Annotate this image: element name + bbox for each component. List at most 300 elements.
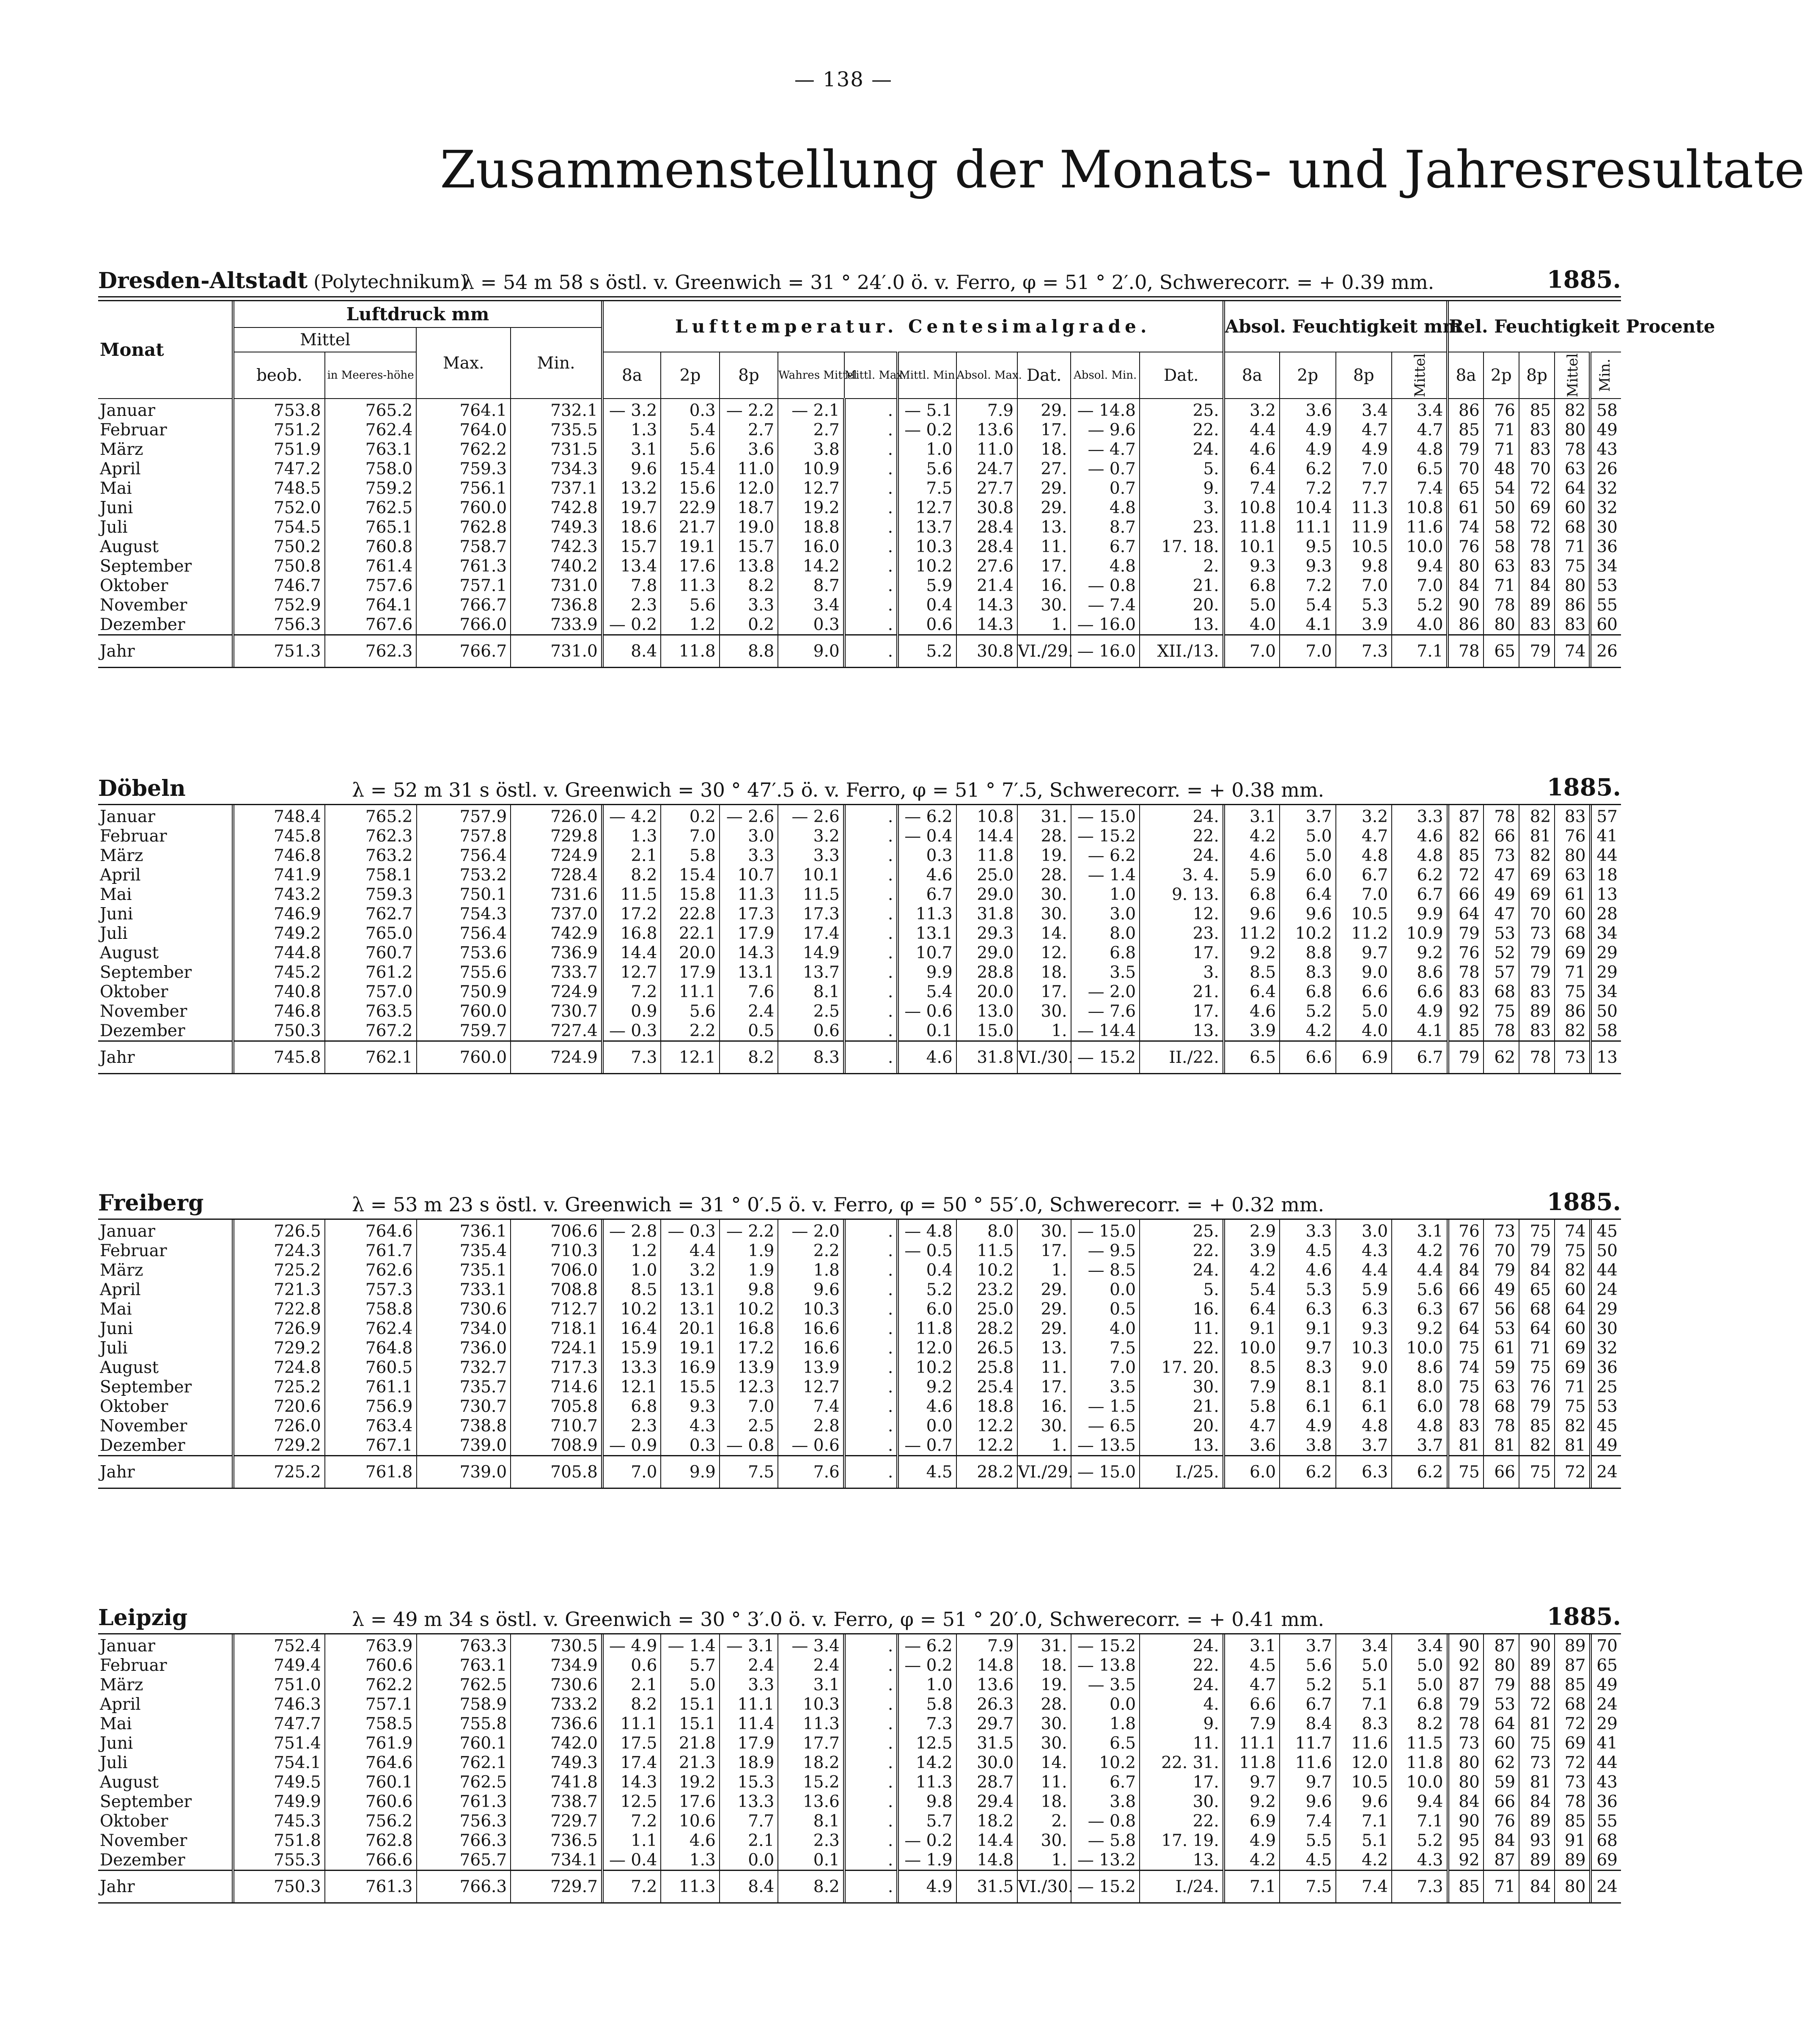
cell: 15.5 (661, 1377, 719, 1397)
year-cell: II./22. (1140, 1041, 1224, 1073)
cell: 84 (1519, 1792, 1555, 1811)
cell: 6.9 (1224, 1811, 1280, 1831)
header-rule (98, 296, 1621, 301)
cell: 7.0 (1392, 576, 1448, 595)
year-label: Jahr (98, 1041, 233, 1073)
cell: 1.3 (602, 420, 661, 440)
cell: 7.7 (720, 1811, 778, 1831)
cell: 16. (1017, 1397, 1071, 1416)
cell: 60 (1555, 1280, 1590, 1299)
month-label: November (100, 595, 187, 615)
cell: 19.1 (661, 537, 719, 556)
cell: 4.8 (1336, 1416, 1392, 1436)
cell: 7.0 (1336, 885, 1392, 904)
month-label: Juni (100, 1319, 133, 1338)
cell: 41 (1591, 826, 1621, 846)
cell: 78 (1484, 805, 1519, 826)
cell: 3.6 (1280, 399, 1335, 420)
cell: . (844, 1299, 898, 1319)
cell: 80 (1484, 615, 1519, 635)
cell: 13. (1017, 1338, 1071, 1358)
cell: 29.3 (956, 924, 1017, 943)
cell: 7.3 (898, 1714, 956, 1733)
cell: 13.3 (602, 1358, 661, 1377)
cell: — 0.7 (898, 1436, 956, 1456)
cell: 5.2 (1392, 1831, 1448, 1850)
cell: 756.4 (417, 924, 511, 943)
month-label: März (100, 1675, 143, 1695)
cell: 757.8 (417, 826, 511, 846)
year-cell: 751.3 (233, 635, 325, 667)
cell: 34 (1591, 924, 1621, 943)
cell: 22.9 (661, 498, 719, 517)
cell: 4.5 (1224, 1656, 1280, 1675)
cell: 60 (1590, 615, 1621, 635)
cell: 9.4 (1392, 556, 1448, 576)
month-label: Januar (100, 1221, 156, 1241)
cell: 758.5 (325, 1714, 417, 1733)
cell: 4.9 (1392, 1001, 1448, 1021)
cell: 4.1 (1280, 615, 1335, 635)
year-cell: 766.3 (417, 1871, 511, 1903)
cell: 89 (1519, 1811, 1555, 1831)
table-row (98, 1675, 1621, 1695)
month-label: Juni (100, 498, 133, 517)
cell: 3.8 (778, 440, 844, 459)
year-cell: 12.1 (661, 1041, 719, 1073)
cell: 741.8 (511, 1772, 602, 1792)
cell: 752.9 (233, 595, 325, 615)
cell: 80 (1448, 1772, 1484, 1792)
cell: 14.4 (956, 826, 1017, 846)
cell: 7.9 (956, 1634, 1017, 1656)
month-label: September (100, 1377, 192, 1397)
cell: 24. (1140, 1634, 1224, 1656)
cell: 743.2 (233, 885, 325, 904)
cell: 60 (1555, 498, 1590, 517)
year-cell: 724.9 (511, 1041, 602, 1073)
header-temp-2p: 2p (661, 352, 719, 399)
cell: . (844, 1675, 898, 1695)
cell: 30. (1017, 885, 1071, 904)
month-label: September (100, 1792, 192, 1811)
cell: 8.1 (778, 982, 844, 1001)
header-temp-wahres-mittel: Wahres Mittel (778, 352, 844, 399)
cell: 71 (1484, 576, 1519, 595)
cell: 758.7 (416, 537, 511, 556)
cell: . (844, 1319, 898, 1338)
cell: 9.0 (1336, 963, 1392, 982)
cell: — 13.5 (1071, 1436, 1140, 1456)
cell: 3.3 (778, 846, 844, 865)
table-row (98, 885, 1621, 904)
cell: 25.0 (956, 1299, 1017, 1319)
table-row (98, 1772, 1621, 1792)
cell: 81 (1519, 1714, 1555, 1733)
year-cell: 7.1 (1224, 1871, 1280, 1903)
cell: 746.3 (233, 1695, 325, 1714)
cell: — 0.6 (778, 1436, 844, 1456)
cell: 8.1 (778, 1811, 844, 1831)
cell: 8.3 (1280, 1358, 1335, 1377)
cell: 63 (1484, 1377, 1519, 1397)
cell: 706.0 (511, 1260, 602, 1280)
cell: 29 (1591, 943, 1621, 963)
cell: 756.2 (325, 1811, 417, 1831)
cell: 75 (1555, 1397, 1590, 1416)
table-row (98, 1319, 1621, 1338)
cell: 17.3 (720, 904, 778, 924)
cell: 78 (1519, 537, 1555, 556)
cell: 764.0 (416, 420, 511, 440)
cell: 6.4 (1224, 459, 1280, 479)
cell: 64 (1519, 1319, 1555, 1338)
cell: 3.3 (720, 846, 778, 865)
cell: — 9.5 (1071, 1241, 1140, 1260)
cell: 87 (1484, 1634, 1519, 1656)
cell: 1.0 (898, 440, 956, 459)
station-block-1 (98, 770, 1621, 1074)
cell: 21. (1140, 576, 1224, 595)
cell: 6.2 (1392, 865, 1448, 885)
cell: 725.2 (233, 1260, 325, 1280)
year-cell: . (844, 1456, 898, 1488)
cell: 16.8 (720, 1319, 778, 1338)
cell: 15.3 (720, 1772, 778, 1792)
cell: 7.1 (1336, 1695, 1392, 1714)
cell: 724.3 (233, 1241, 325, 1260)
year-cell: 9.9 (661, 1456, 719, 1488)
main-title: Zusammenstellung der Monats- und Jahresresultate (440, 140, 1805, 200)
cell: 3. (1140, 498, 1224, 517)
cell: 2.3 (602, 595, 661, 615)
cell: 13.1 (661, 1280, 719, 1299)
table-row (98, 517, 1621, 537)
cell: 755.8 (417, 1714, 511, 1733)
cell: 54 (1484, 479, 1519, 498)
cell: . (844, 1850, 898, 1871)
cell: 766.3 (417, 1831, 511, 1850)
cell: 50 (1591, 1001, 1621, 1021)
cell: 5.4 (1224, 1280, 1280, 1299)
cell: . (844, 963, 898, 982)
cell: 22. (1140, 1338, 1224, 1358)
cell: — 1.5 (1071, 1397, 1140, 1416)
cell: 22. (1140, 1656, 1224, 1675)
table-row (98, 1656, 1621, 1675)
cell: 735.5 (511, 420, 602, 440)
year-cell: 7.3 (1336, 635, 1392, 667)
station-block-2 (98, 1185, 1621, 1489)
month-label: Januar (100, 401, 156, 420)
cell: 6.8 (1071, 943, 1140, 963)
cell: . (844, 1338, 898, 1358)
station-name: Döbeln (98, 776, 186, 801)
cell: 11. (1017, 1772, 1071, 1792)
cell: 765.2 (325, 805, 417, 826)
cell: 14.2 (898, 1753, 956, 1772)
cell: . (844, 1377, 898, 1397)
cell: 12.1 (602, 1377, 661, 1397)
cell: . (844, 885, 898, 904)
cell: 92 (1448, 1001, 1484, 1021)
station-table (98, 301, 1715, 667)
cell: — 0.2 (898, 1831, 956, 1850)
cell: 2.4 (778, 1656, 844, 1675)
year-cell: 11.3 (661, 1871, 719, 1903)
year-cell: . (844, 1041, 898, 1073)
cell: — 0.8 (1071, 576, 1140, 595)
cell: 68 (1555, 924, 1590, 943)
cell: 68 (1519, 1299, 1555, 1319)
cell: 83 (1519, 556, 1555, 576)
cell: 22. 31. (1140, 1753, 1224, 1772)
cell: 742.8 (511, 498, 602, 517)
cell: 4.6 (898, 865, 956, 885)
cell: 3.4 (1392, 399, 1448, 420)
cell: 10.0 (1224, 1338, 1280, 1358)
cell: 63 (1555, 459, 1590, 479)
cell: 2. (1017, 1811, 1071, 1831)
cell: 18 (1591, 865, 1621, 885)
cell: 6.7 (1336, 865, 1392, 885)
cell: — 2.0 (1071, 982, 1140, 1001)
cell: 9.3 (1280, 556, 1335, 576)
cell: 763.2 (325, 846, 417, 865)
cell: 29 (1591, 1299, 1621, 1319)
station-coordinates: λ = 53 m 23 s östl. v. Greenwich = 31 ° 0′.5 ö. v. Ferro, φ = 50 ° 55′.0, Schwerecorr. = + 0.32 mm. (352, 1193, 1324, 1216)
cell: 81 (1519, 1772, 1555, 1792)
cell: — 1.9 (898, 1850, 956, 1871)
cell: 15.1 (661, 1695, 719, 1714)
bottom-rule (98, 1073, 1621, 1074)
year-cell: 745.8 (233, 1041, 325, 1073)
cell: 1.0 (1071, 885, 1140, 904)
cell: 5.6 (661, 595, 719, 615)
cell: 19.2 (661, 1772, 719, 1792)
cell: 3.3 (720, 1675, 778, 1695)
cell: 13. (1017, 517, 1071, 537)
cell: 730.5 (511, 1634, 602, 1656)
cell: 757.1 (416, 576, 511, 595)
year-cell: VI./30. (1017, 1041, 1071, 1073)
cell: 11.3 (661, 576, 719, 595)
cell: 79 (1484, 1260, 1519, 1280)
cell: 60 (1555, 1319, 1590, 1338)
year-cell: 762.3 (325, 635, 417, 667)
month-label: Februar (100, 826, 167, 846)
cell: 7.7 (1336, 479, 1392, 498)
cell: . (844, 399, 898, 420)
cell: 28.8 (956, 963, 1017, 982)
cell: 85 (1555, 1675, 1590, 1695)
month-label: April (100, 1695, 141, 1714)
month-label: September (100, 556, 192, 576)
cell: — 1.4 (1071, 865, 1140, 885)
cell: 8.5 (1224, 1358, 1280, 1377)
page-number: — 138 — (794, 68, 893, 91)
cell: 761.1 (325, 1377, 417, 1397)
cell: 19.1 (661, 1338, 719, 1358)
month-label: Dezember (100, 1850, 185, 1870)
cell: 4.7 (1224, 1675, 1280, 1695)
cell: 10.3 (1336, 1338, 1392, 1358)
cell: 5.4 (661, 420, 719, 440)
cell: . (844, 1416, 898, 1436)
cell: 733.2 (511, 1695, 602, 1714)
cell: 750.8 (233, 556, 325, 576)
cell: 747.7 (233, 1714, 325, 1733)
cell: 29. (1017, 1280, 1071, 1299)
year-cell: 739.0 (417, 1456, 511, 1488)
cell: — 0.4 (602, 1850, 661, 1871)
cell: 71 (1555, 1377, 1590, 1397)
year-cell: 750.3 (233, 1871, 325, 1903)
cell: 82 (1555, 1021, 1590, 1041)
cell: 24. (1140, 846, 1224, 865)
cell: 4.0 (1336, 1021, 1392, 1041)
cell: 17.3 (778, 904, 844, 924)
cell: 16.4 (602, 1319, 661, 1338)
cell: 2.7 (720, 420, 778, 440)
cell: 734.3 (511, 459, 602, 479)
cell: 11.8 (1224, 1753, 1280, 1772)
cell: 89 (1519, 595, 1555, 615)
cell: 5.6 (898, 459, 956, 479)
cell: 22. (1140, 1241, 1224, 1260)
cell: 5.6 (1280, 1656, 1335, 1675)
cell: 3. (1140, 963, 1224, 982)
cell: 9.6 (1280, 1792, 1335, 1811)
cell: 12.5 (602, 1792, 661, 1811)
cell: 6.6 (1336, 982, 1392, 1001)
cell: 82 (1555, 399, 1590, 420)
cell: 8.4 (1280, 1714, 1335, 1733)
cell: 3.4 (1392, 1634, 1448, 1656)
cell: 740.8 (233, 982, 325, 1001)
cell: 17.6 (661, 1792, 719, 1811)
cell: — 0.5 (898, 1241, 956, 1260)
cell: 36 (1591, 1358, 1621, 1377)
cell: 14.4 (956, 1831, 1017, 1850)
cell: 762.8 (325, 1831, 417, 1850)
cell: 8.2 (720, 576, 778, 595)
cell: . (844, 924, 898, 943)
cell: 21.4 (956, 576, 1017, 595)
cell: 7.0 (720, 1397, 778, 1416)
cell: 7.2 (1280, 576, 1335, 595)
cell: 66 (1484, 826, 1519, 846)
table-row (98, 1299, 1621, 1319)
cell: 31.5 (956, 1733, 1017, 1753)
year-cell: 79 (1448, 1041, 1484, 1073)
cell: 0.9 (602, 1001, 661, 1021)
cell: 30.8 (956, 498, 1017, 517)
station-name: Dresden-Altstadt (Polytechnikum) (98, 268, 467, 294)
cell: 28. (1017, 1695, 1071, 1714)
cell: 14. (1017, 1753, 1071, 1772)
cell: 69 (1519, 865, 1555, 885)
cell: 53 (1484, 1319, 1519, 1338)
cell: 759.3 (416, 459, 511, 479)
year-cell: 24 (1591, 1456, 1621, 1488)
cell: 13.7 (898, 517, 956, 537)
cell: 748.5 (233, 479, 325, 498)
cell: 3.7 (1280, 1634, 1335, 1656)
cell: 73 (1519, 924, 1555, 943)
cell: 742.0 (511, 1733, 602, 1753)
cell: 4.9 (1280, 440, 1335, 459)
cell: 705.8 (511, 1397, 602, 1416)
cell: . (844, 1811, 898, 1831)
cell: 11.3 (898, 904, 956, 924)
header-temp-dat-max: Dat. (1017, 352, 1071, 399)
cell: 2.3 (602, 1416, 661, 1436)
cell: 763.1 (325, 440, 417, 459)
cell: 49 (1484, 885, 1519, 904)
cell: 13. (1140, 1850, 1224, 1871)
cell: 5.8 (898, 1695, 956, 1714)
cell: 732.1 (511, 399, 602, 420)
year-cell: 731.0 (511, 635, 602, 667)
cell: 24.7 (956, 459, 1017, 479)
cell: 4.6 (1224, 440, 1280, 459)
cell: 79 (1448, 924, 1484, 943)
cell: 14.3 (602, 1772, 661, 1792)
cell: 52 (1484, 943, 1519, 963)
cell: — 3.1 (720, 1634, 778, 1656)
year-cell: 729.7 (511, 1871, 602, 1903)
year-cell: 85 (1448, 1871, 1484, 1903)
cell: 9.1 (1280, 1319, 1335, 1338)
cell: 757.1 (325, 1695, 417, 1714)
year-cell: 6.5 (1224, 1041, 1280, 1073)
cell: 11.1 (602, 1714, 661, 1733)
table-row (98, 1260, 1621, 1280)
cell: 5.1 (1336, 1675, 1392, 1695)
cell: 7.0 (1336, 576, 1392, 595)
cell: 1.9 (720, 1241, 778, 1260)
cell: 85 (1555, 1811, 1590, 1831)
cell: 19.0 (720, 517, 778, 537)
cell: 32 (1590, 479, 1621, 498)
cell: 13. (1140, 1021, 1224, 1041)
cell: 5.2 (1392, 595, 1448, 615)
cell: — 6.2 (898, 805, 956, 826)
cell: 20. (1140, 595, 1224, 615)
header-luftdruck: Luftdruck mm (233, 301, 602, 327)
cell: 710.7 (511, 1416, 602, 1436)
month-label: April (100, 1280, 141, 1299)
cell: 3.0 (1336, 1220, 1392, 1241)
cell: 734.9 (511, 1656, 602, 1675)
cell: 729.7 (511, 1811, 602, 1831)
cell: . (844, 479, 898, 498)
cell: 9. (1140, 1714, 1224, 1733)
cell: 19. (1017, 1675, 1071, 1695)
cell: 744.8 (233, 943, 325, 963)
cell: 11.6 (1280, 1753, 1335, 1772)
cell: 9.8 (1336, 556, 1392, 576)
cell: 761.9 (325, 1733, 417, 1753)
cell: 3.5 (1071, 1377, 1140, 1397)
cell: 13 (1591, 885, 1621, 904)
cell: 6.0 (1392, 1397, 1448, 1416)
cell: 67 (1448, 1299, 1484, 1319)
cell: 5.6 (661, 440, 719, 459)
cell: 9.7 (1280, 1338, 1335, 1358)
cell: . (844, 826, 898, 846)
